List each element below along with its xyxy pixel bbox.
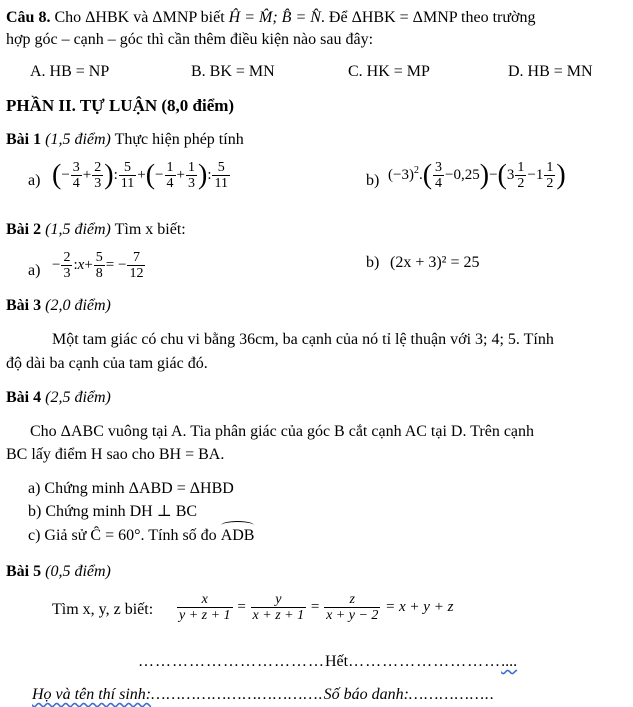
bai5-label: Bài 5 [6, 563, 42, 580]
end-word: Hết [325, 653, 349, 670]
q8-option-c: C. HK = MP [348, 63, 430, 80]
bai5-expression: $\frac{x}{y + z + 1}$ = $\frac{y}{x + z + 1}$ = $\frac{z}{x + y - 2}$ = x + y + z [179, 592, 454, 623]
bai2-label: Bài 2 [6, 221, 42, 238]
bai3-line1: Một tam giác có chu vi bằng 36cm, ba cạnh của nó tỉ lệ thuận với 3; 4; 5. Tính [52, 331, 554, 348]
q8-text-a: Cho ΔHBK và ΔMNP biết [50, 9, 229, 26]
bai4-item-b: b) Chứng minh DH ⊥ BC [28, 503, 198, 520]
bai4-heading [6, 388, 629, 408]
bai3-line2: độ dài ba cạnh của tam giác đó. [6, 355, 208, 372]
bai5-lead: Tìm x, y, z biết: [52, 601, 154, 618]
bai3-points: (2,0 điểm) [45, 297, 111, 314]
bai1-heading [6, 130, 629, 150]
bai4-points: (2,5 điểm) [45, 389, 111, 406]
bai4-label: Bài 4 [6, 389, 42, 406]
bai2-heading [6, 220, 629, 240]
bai2-b-label: b) [366, 254, 380, 271]
bai2-a-expression: − $\frac{2}{3}$ :x+ $\frac{5}{8}$ = − $\frac{7}{12}$ [52, 250, 144, 281]
bai3-heading [6, 296, 629, 316]
q8-options [6, 62, 629, 82]
bai1-b-expression: $(-3)^2$.( $\frac{3}{4}$ −0,25)−(3 $\frac{1}{2}$ −1 $\frac{1}{2}$ ) [388, 159, 566, 191]
bai4-item-c: c) Giả sử Ĉ = 60°. Tính số đo ADB [28, 527, 255, 544]
name-label: Họ và tên thí sinh: [32, 686, 152, 703]
bai3-label: Bài 3 [6, 297, 42, 314]
bai2-points: (1,5 điểm) [45, 221, 111, 238]
arc-adb: ADB [220, 527, 255, 544]
sbd-label: Số báo danh: [323, 686, 409, 703]
end-line: ……………………………Hết……………………….... [138, 653, 518, 670]
bai1-label: Bài 1 [6, 131, 42, 148]
bai5-points: (0,5 điểm) [45, 563, 111, 580]
bai4-item-a: a) Chứng minh ΔABD = ΔHBD [28, 480, 234, 497]
bai4-line2: BC lấy điểm H sao cho BH = BA. [6, 446, 225, 463]
candidate-line: Họ và tên thí sinh:…………………………….Số báo danh:…………….. [32, 686, 496, 703]
q8-line1 [6, 8, 629, 28]
q8-option-b: B. BK = MN [191, 63, 275, 80]
bai2-a-label: a) [28, 262, 41, 279]
q8-text-b: . Để ΔHBK = ΔMNP theo trường [320, 9, 536, 26]
q8-option-d: D. HB = MN [508, 63, 593, 80]
bai1-a-label: a) [28, 172, 41, 189]
q8-condition: Ĥ = M̂; B̂ = N̂ [228, 9, 321, 26]
bai5-heading [6, 562, 629, 582]
q8-option-a: A. HB = NP [30, 63, 110, 80]
q8-line2: hợp góc – cạnh – góc thì cần thêm điều kiện nào sau đây: [6, 31, 374, 48]
bai1-a-expression: (− $\frac{3}{4}$ + $\frac{2}{3}$ ): $\frac{5}{11}$ +(− $\frac{1}{4}$ + $\frac{1}{3}$ ): $\frac{5}{11}$ [52, 159, 228, 191]
bai1-points: (1,5 điểm) [45, 131, 111, 148]
q8-label: Câu 8. [6, 9, 51, 26]
bai1-b-label: b) [366, 172, 380, 189]
part2-title: PHẦN II. TỰ LUẬN (8,0 điểm) [6, 96, 235, 115]
bai2-b-expression: (2x + 3)² = 25 [390, 254, 480, 271]
bai4-line1: Cho ΔABC vuông tại A. Tia phân giác của góc B cắt cạnh AC tại D. Trên cạnh [30, 423, 535, 440]
bai2-task: Tìm x biết: [110, 221, 186, 238]
bai1-task: Thực hiện phép tính [110, 131, 244, 148]
